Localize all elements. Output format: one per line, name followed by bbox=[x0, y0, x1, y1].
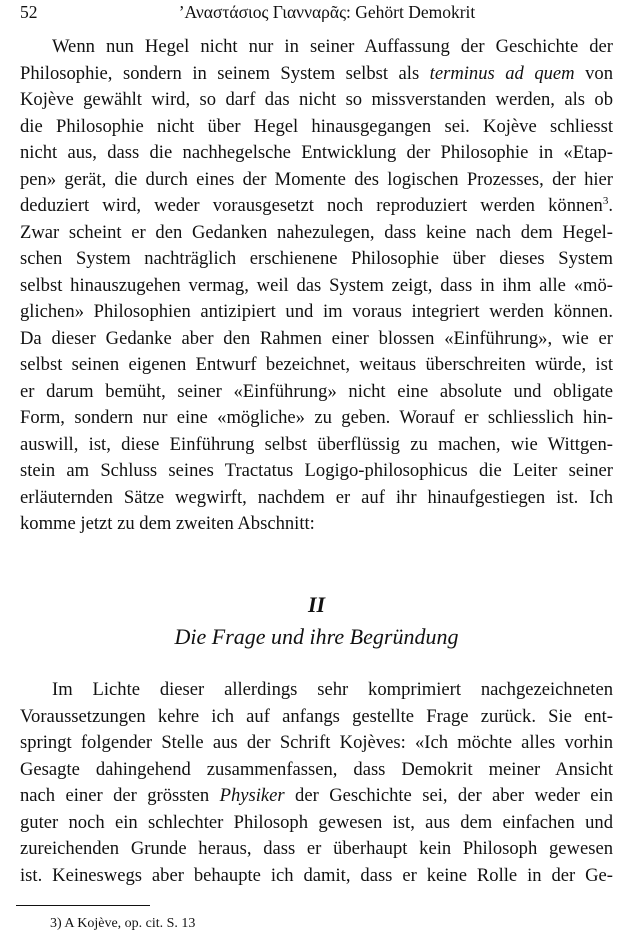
text-line: komme jetzt zu dem zweiten Abschnitt: bbox=[20, 513, 315, 534]
text-line: Wenn nun Hegel nicht nur in seiner Auffassung der Geschichte der bbox=[52, 36, 613, 57]
text-line: Im Lichte dieser allerdings sehr komprimiert nachgezeichneten bbox=[52, 679, 613, 700]
text-line: Form, sondern nur eine «mögliche» zu geben. Worauf er schliesslich hin- bbox=[20, 407, 613, 428]
section-number: II bbox=[307, 592, 326, 617]
text-span: Philosophie, sondern in seinem System selbst als bbox=[20, 62, 430, 84]
text-line: Voraussetzungen kehre ich auf anfangs gestellte Frage zurück. Sie ent- bbox=[20, 705, 613, 727]
paragraph-2 bbox=[20, 677, 613, 889]
text-line: die Philosophie nicht über Hegel hinausgegangen sei. Kojève schliesst bbox=[20, 115, 613, 137]
italic-term: Physiker bbox=[219, 785, 285, 806]
footnote-3: 3) A Kojève, op. cit. S. 13 bbox=[50, 916, 196, 931]
text-line: er darum bemüht, seiner «Einführung» nicht eine absolute und obligate bbox=[20, 380, 613, 402]
text-line: Gesagte dahingehend zusammenfassen, dass Demokrit meiner Ansicht bbox=[20, 758, 613, 780]
text-line: ist. Keineswegs aber behaupte ich damit, dass er keine Rolle in der Ge- bbox=[20, 864, 613, 886]
paragraph-1 bbox=[20, 34, 613, 538]
text-line: schen System nachträglich erschienene Philosophie über dieses System bbox=[20, 248, 613, 269]
footnote-reference[interactable]: 3 bbox=[602, 194, 609, 207]
text-line: selbst hinauszugehen vermag, weil das System zeigt, dass in ihm alle «mö- bbox=[20, 274, 613, 296]
text-line bbox=[20, 783, 613, 810]
text-line: auswill, ist, diese Einführung selbst überflüssig zu machen, wie Wittgen- bbox=[20, 433, 613, 455]
text-span: von bbox=[574, 62, 613, 84]
page-number: 52 bbox=[20, 2, 38, 22]
text-line: selbst seinen eigenen Entwurf bezeichnet, weitaus überschreiten würde, ist bbox=[20, 354, 613, 375]
text-line: glichen» Philosophien antizipiert und im voraus integriert werden können. bbox=[20, 301, 613, 322]
text-line: pen» gerät, die durch eines der Momente des logischen Prozesses, der hier bbox=[20, 168, 613, 190]
footnote-divider bbox=[16, 905, 150, 906]
text-span: der Geschichte sei, der aber weder ein bbox=[284, 785, 613, 806]
text-span: deduziert wird, weder vorausgesetzt noch reproduziert werden können bbox=[20, 195, 603, 216]
text-line: Da dieser Gedanke aber den Rahmen einer blossen «Einführung», wie er bbox=[20, 327, 613, 349]
italic-term: terminus ad quem bbox=[429, 62, 575, 84]
text-line bbox=[20, 61, 613, 88]
text-line: zureichenden Grunde heraus, dass er überhaupt kein Philosoph gewesen bbox=[20, 838, 613, 859]
text-line: Kojève gewählt wird, so darf das nicht so missverstanden werden, als ob bbox=[20, 89, 613, 110]
text-span: . bbox=[608, 195, 613, 216]
text-line: nicht aus, dass die nachhegelsche Entwicklung der Philosophie in «Etap- bbox=[20, 142, 613, 163]
text-line: springt folgender Stelle aus der Schrift Kojèves: «Ich möchte alles vorhin bbox=[20, 732, 613, 753]
text-line: Zwar scheint er den Gedanken nahezulegen, dass keine nach dem Hegel- bbox=[20, 221, 613, 243]
running-header bbox=[14, 0, 620, 24]
header-title: ’Αναστάσιος Γιανναρᾶς: Gehört Demokrit bbox=[178, 2, 476, 22]
text-line: guter noch ein schlechter Philosoph gewesen ist, aus dem einfachen und bbox=[20, 811, 613, 833]
text-line: erläuternden Sätze wegwirft, nachdem er auf ihr hinaufgestiegen ist. Ich bbox=[20, 486, 613, 508]
text-line bbox=[20, 193, 613, 220]
text-line: stein am Schluss seines Tractatus Logigo-philosophicus die Leiter seiner bbox=[20, 460, 613, 481]
section-title: Die Frage und ihre Begründung bbox=[174, 624, 459, 649]
text-span: nach einer der grössten bbox=[20, 785, 220, 806]
